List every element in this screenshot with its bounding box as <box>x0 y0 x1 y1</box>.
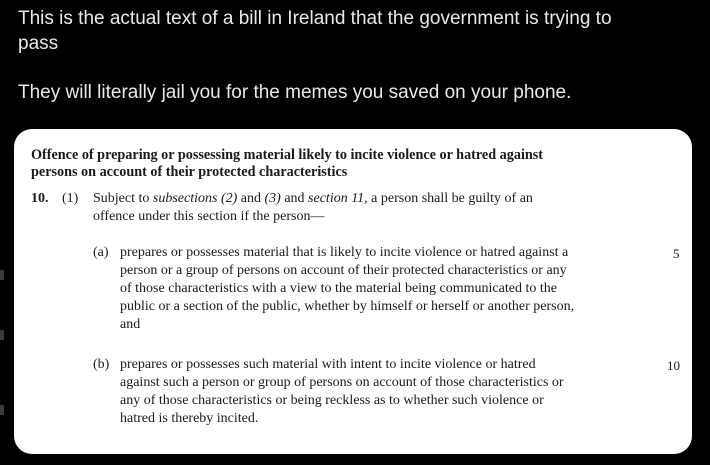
post-text-line: pass <box>18 33 59 54</box>
subsection-number: (1) <box>62 191 79 206</box>
paragraph-text: against such a person or group of persons on account of those characteristics or <box>120 375 564 390</box>
post-text-line: This is the actual text of a bill in Ireland that the government is trying to <box>18 8 612 29</box>
edge-artifact <box>0 270 4 280</box>
edge-artifact <box>0 330 4 340</box>
bill-excerpt <box>14 129 692 454</box>
paragraph-text: person or a group of persons on account of their protected characteristics or any <box>120 263 567 278</box>
section-text: Subject to subsections (2) and (3) and section 11, a person shall be guilty of an <box>93 191 533 206</box>
paragraph-label: (b) <box>93 357 110 372</box>
post-body <box>18 6 698 105</box>
paragraph-text: of those characteristics with a view to the material being communicated to the <box>120 281 557 296</box>
margin-line-number: 5 <box>673 246 680 261</box>
paragraph-text: prepares or possesses such material with intent to incite violence or hatred <box>120 357 536 372</box>
post-text-line: They will literally jail you for the memes you saved on your phone. <box>18 82 572 103</box>
paragraph-text: prepares or possesses material that is likely to incite violence or hatred against a <box>120 245 569 260</box>
paragraph-text: and <box>120 317 141 332</box>
attached-image[interactable] <box>14 129 692 454</box>
bill-heading: Offence of preparing or possessing material likely to incite violence or hatred against <box>31 147 544 163</box>
paragraph-text: any of those characteristics or being reckless as to whether such violence or <box>120 393 544 408</box>
section-text: offence under this section if the person— <box>93 209 325 224</box>
bill-heading: persons on account of their protected characteristics <box>31 164 348 180</box>
section-number: 10. <box>31 191 49 206</box>
paragraph-text: public or a section of the public, whether by himself or herself or another person, <box>120 299 575 314</box>
paragraph-text: hatred is thereby incited. <box>120 411 259 426</box>
edge-artifact <box>0 405 4 415</box>
paragraph-label: (a) <box>93 245 109 260</box>
margin-line-number: 10 <box>667 358 680 373</box>
